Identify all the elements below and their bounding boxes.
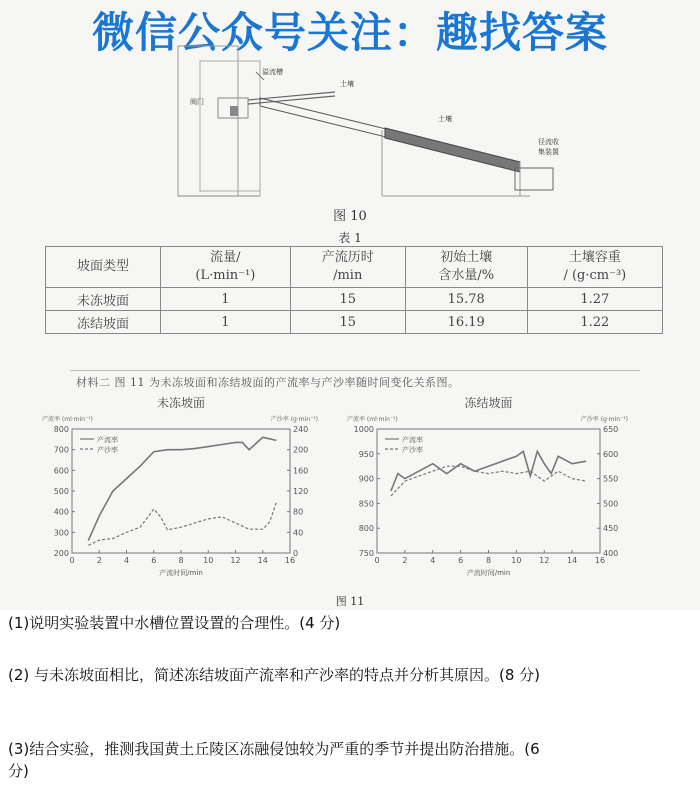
chart-unfrozen-slope (40, 393, 320, 585)
cell: 1 (160, 311, 290, 334)
y-left-tick-label: 300 (53, 528, 69, 538)
y-right-tick-label: 500 (603, 499, 619, 509)
y-left-tick-label: 800 (358, 524, 374, 534)
y-left-tick-label: 600 (53, 466, 69, 476)
legend-entry: 产流率 (97, 436, 118, 444)
x-tick-label: 12 (230, 556, 241, 565)
x-tick-label: 0 (69, 556, 75, 565)
table-1-title: 表 1 (338, 231, 362, 245)
question-3: (3)结合实验，推测我国黄土丘陵区冻融侵蚀较为严重的季节并提出防治措施。(6 (8, 740, 540, 758)
table-row (46, 311, 663, 334)
y-right-tick-label: 160 (293, 466, 309, 476)
y-left-tick-label: 850 (358, 499, 374, 509)
y-right-tick-label: 550 (603, 474, 619, 484)
x-axis-label: 产流时间/min (466, 569, 511, 577)
y-right-axis-label: 产沙率 (g·min⁻¹) (270, 416, 318, 423)
x-tick-label: 2 (402, 556, 408, 565)
cell: 1.27 (527, 288, 662, 311)
legend-entry: 产流率 (402, 436, 423, 444)
table-row (46, 288, 663, 311)
chart-frozen-slope (345, 393, 630, 585)
cell: 15 (290, 288, 405, 311)
header-slope-type: 坡面类型 (46, 247, 161, 288)
y-left-tick-label: 700 (53, 445, 69, 455)
x-tick-label: 6 (458, 556, 464, 565)
material-2-text: 材料二 图 11 为未冻坡面和冻结坡面的产流率与产沙率随时间变化关系图。 (76, 376, 460, 389)
y-left-tick-label: 900 (358, 474, 374, 484)
cell: 1 (160, 288, 290, 311)
x-tick-label: 10 (203, 556, 214, 565)
y-right-axis-label: 产沙率 (g·min⁻¹) (580, 416, 628, 423)
y-left-axis-label: 产流率 (ml·min⁻¹) (347, 416, 398, 423)
header-bulk-density: 土壤容重 / (g·cm⁻³) (527, 247, 662, 288)
header-moisture: 初始土壤 含水量/% (405, 247, 527, 288)
y-left-tick-label: 800 (53, 425, 69, 434)
cell: 15 (290, 311, 405, 334)
y-right-tick-label: 80 (293, 507, 304, 517)
figure-11-caption: 图 11 (335, 595, 365, 608)
question-1: (1)说明实验装置中水槽位置设置的合理性。(4 分) (8, 614, 341, 632)
y-right-tick-label: 240 (293, 425, 309, 434)
y-right-tick-label: 600 (603, 449, 619, 459)
label-collector-line2: 集装置 (538, 148, 559, 156)
x-tick-label: 4 (123, 556, 130, 565)
y-right-tick-label: 450 (603, 524, 619, 534)
x-tick-label: 0 (374, 556, 380, 565)
label-soil-top: 土壤 (340, 80, 354, 88)
cell: 15.78 (405, 288, 527, 311)
cell: 冻结坡面 (46, 311, 161, 334)
label-soil: 土壤 (438, 115, 452, 123)
table-1 (45, 246, 663, 334)
question-2: (2) 与未冻坡面相比，简述冻结坡面产流率和产沙率的特点并分析其原因。(8 分) (8, 666, 541, 684)
x-tick-label: 2 (96, 556, 102, 565)
table-header-row (46, 247, 663, 288)
cell: 16.19 (405, 311, 527, 334)
y-left-tick-label: 400 (53, 507, 69, 517)
cell: 未冻坡面 (46, 288, 161, 311)
x-tick-label: 8 (485, 556, 492, 565)
x-tick-label: 12 (539, 556, 550, 565)
y-left-axis-label: 产流率 (ml·min⁻¹) (42, 416, 93, 423)
chart-title: 未冻坡面 (156, 396, 206, 410)
x-tick-label: 14 (567, 556, 578, 565)
y-left-tick-label: 200 (53, 549, 69, 558)
legend-entry: 产沙率 (97, 446, 118, 454)
label-valve: 阀门 (190, 98, 204, 106)
chart-title: 冻结坡面 (464, 396, 513, 410)
y-right-tick-label: 200 (293, 445, 309, 455)
y-left-tick-label: 950 (358, 449, 374, 459)
header-flow: 流量/ (L·min⁻¹) (160, 247, 290, 288)
x-axis-label: 产流时间/min (159, 569, 203, 577)
x-tick-label: 10 (511, 556, 522, 565)
y-right-tick-label: 120 (293, 487, 309, 496)
y-left-tick-label: 500 (53, 487, 69, 496)
series-line-sediment-rate (88, 502, 276, 545)
question-3-cont: 分) (8, 762, 29, 780)
series-line-runoff-rate (391, 451, 586, 491)
divider (70, 370, 640, 371)
y-right-tick-label: 40 (293, 528, 304, 538)
y-left-tick-label: 750 (358, 549, 374, 558)
x-tick-label: 8 (178, 556, 184, 565)
label-overflow-trough: 溢流槽 (262, 68, 283, 76)
watermark-banner: 微信公众号关注：趣找答案 (91, 8, 608, 57)
cell: 1.22 (527, 311, 662, 334)
y-right-tick-label: 0 (293, 549, 299, 558)
legend-entry: 产沙率 (402, 446, 423, 454)
y-left-tick-label: 1000 (353, 425, 374, 434)
x-tick-label: 16 (284, 556, 296, 565)
x-tick-label: 6 (151, 556, 157, 565)
y-right-tick-label: 400 (603, 549, 619, 558)
figure-10-caption: 图 10 (333, 209, 367, 224)
experiment-apparatus-diagram (160, 36, 580, 202)
x-tick-label: 14 (257, 556, 268, 565)
x-tick-label: 16 (594, 556, 606, 565)
y-right-tick-label: 650 (603, 425, 619, 434)
header-duration: 产流历时 /min (290, 247, 405, 288)
label-collector-line1: 径流收 (538, 138, 559, 146)
x-tick-label: 4 (430, 556, 436, 565)
